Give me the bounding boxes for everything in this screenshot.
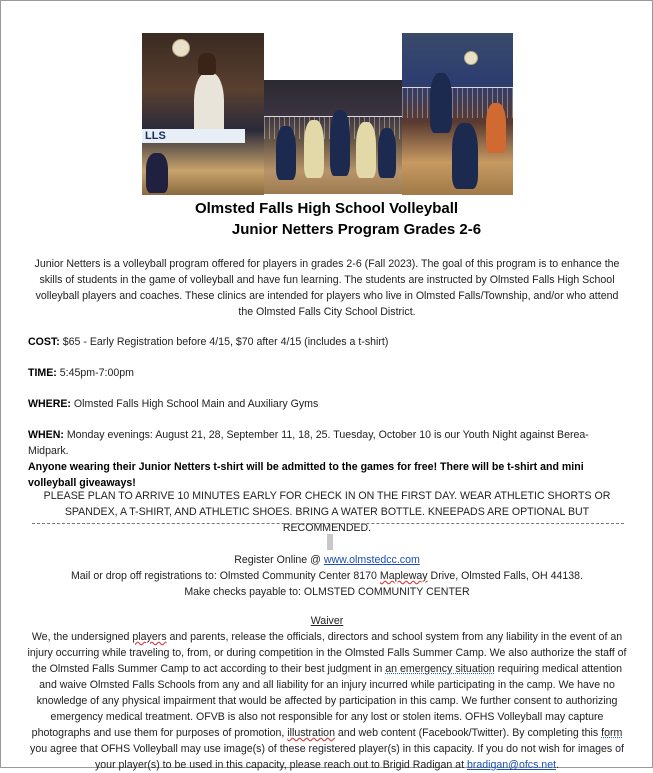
player-figure — [356, 122, 376, 178]
cost-text: $65 - Early Registration before 4/15, $70 after 4/15 (includes a t-shirt) — [59, 336, 389, 348]
waiver-text-1: We, the undersigned — [31, 631, 133, 643]
waiver-word-form: form — [601, 727, 623, 739]
register-online-line — [28, 552, 626, 568]
heading-school: Olmsted Falls High School Volleyball — [194, 200, 459, 217]
photo-player-bump — [142, 33, 264, 195]
waiver-text-3: requiring medical attention and waive Olmsted Falls Schools from any and all liability for an injury incurred while participating in the camp. We have no knowledge of any physical impairment that would be affected by participation in this camp. We further consent to authorizing emergency medical treatment. OFVB is also not responsible for any lost or stolen items. OFHS Volleyball may capture photographs and use them for purposes of promotion, — [31, 663, 623, 739]
waiver-title — [28, 613, 626, 629]
spectator-figure — [146, 153, 168, 193]
player-head — [198, 53, 216, 75]
volleyball-icon — [172, 39, 190, 57]
mail-street: Mapleway — [379, 570, 428, 582]
cut-marker — [327, 534, 333, 550]
time-label: TIME: — [28, 367, 57, 379]
arrival-notice: PLEASE PLAN TO ARRIVE 10 MINUTES EARLY FOR CHECK IN ON THE FIRST DAY. WEAR ATHLETIC SHORTS OR SPANDEX, A T-SHIRT, AND ATHLETIC SHOES. BRING A WATER BOTTLE. KNEEPADS ARE OPTIONAL BUT RECOMMENDED. — [43, 490, 611, 534]
checks-line: Make checks payable to: OLMSTED COMMUNITY CENTER — [184, 586, 470, 598]
waiver-text-2: and parents, release the officials, directors and school system from any liability in the event of an injury occurring while traveling to, from, or during competition in the Olmsted Falls Summer Camp. We also authorize the staff of the Olmsted Falls Summer Camp to act according to their best judgment in — [27, 631, 627, 675]
volleyball-icon — [464, 51, 478, 65]
where-text: Olmsted Falls High School Main and Auxiliary Gyms — [70, 398, 319, 410]
waiver-word-illustration: illustration — [287, 727, 335, 739]
player-figure — [304, 120, 324, 178]
waiver-text-5: you agree that OFHS Volleyball may use image(s) of these registered player(s) in this capacity. If you do not wish for images of your player(s) to be used in this capacity, please reach out to Brigid Radigan at — [30, 743, 624, 771]
where-line — [28, 396, 626, 412]
when-label: WHEN: — [28, 429, 64, 441]
time-text: 5:45pm-7:00pm — [56, 367, 134, 379]
mail-prefix: Mail or drop off registrations to: Olmsted Community Center 8170 — [70, 570, 380, 582]
player-figure — [430, 73, 452, 133]
player-figure — [330, 110, 350, 176]
heading-program: Junior Netters Program Grades 2-6 — [231, 221, 482, 238]
waiver-paragraph — [26, 629, 628, 773]
mail-line — [28, 568, 626, 584]
cost-label: COST: — [28, 336, 60, 348]
photo-block-at-net — [402, 33, 513, 195]
photo-team-celebration — [264, 80, 402, 194]
opponent-figure — [486, 103, 506, 153]
register-prefix: Register Online @ — [234, 554, 324, 566]
gym-banner: LLS — [142, 129, 245, 143]
where-label: WHERE: — [28, 398, 71, 410]
waiver-phrase-emergency: an emergency situation — [385, 663, 495, 675]
waiver-word-players: players — [132, 631, 167, 643]
waiver-text-6: . — [556, 759, 559, 771]
dashed-divider — [32, 523, 624, 524]
player-figure — [452, 123, 478, 189]
time-line — [28, 365, 626, 381]
contact-email-link[interactable]: bradigan@ofcs.net — [466, 759, 557, 771]
when-giveaway: Anyone wearing their Junior Netters t-shirt will be admitted to the games for free! There will be t-shirt and mini volleyball giveaways! — [28, 461, 584, 489]
intro-paragraph: Junior Netters is a volleyball program offered for players in grades 2-6 (Fall 2023). The goal of this program is to enhance the skills of students in the game of volleyball and have fun learning. The students are instructed by Olmsted Falls High School volleyball players and coaches. These clinics are intended for players who live in Olmsted Falls/Township, and/or who attend the Olmsted Falls City School District. — [34, 258, 620, 318]
waiver-title-text: Waiver — [310, 615, 344, 627]
player-figure — [276, 126, 296, 180]
waiver-text-4: and web content (Facebook/Twitter). By completing this — [334, 727, 602, 739]
player-figure — [378, 128, 396, 178]
register-url-link[interactable]: www.olmstedcc.com — [323, 554, 420, 566]
cost-line — [28, 334, 626, 350]
when-block — [28, 427, 626, 491]
mail-suffix: Drive, Olmsted Falls, OH 44138. — [427, 570, 584, 582]
when-text: Monday evenings: August 21, 28, September 11, 18, 25. Tuesday, October 10 is our Youth Night against Berea-Midpark. — [28, 429, 589, 457]
